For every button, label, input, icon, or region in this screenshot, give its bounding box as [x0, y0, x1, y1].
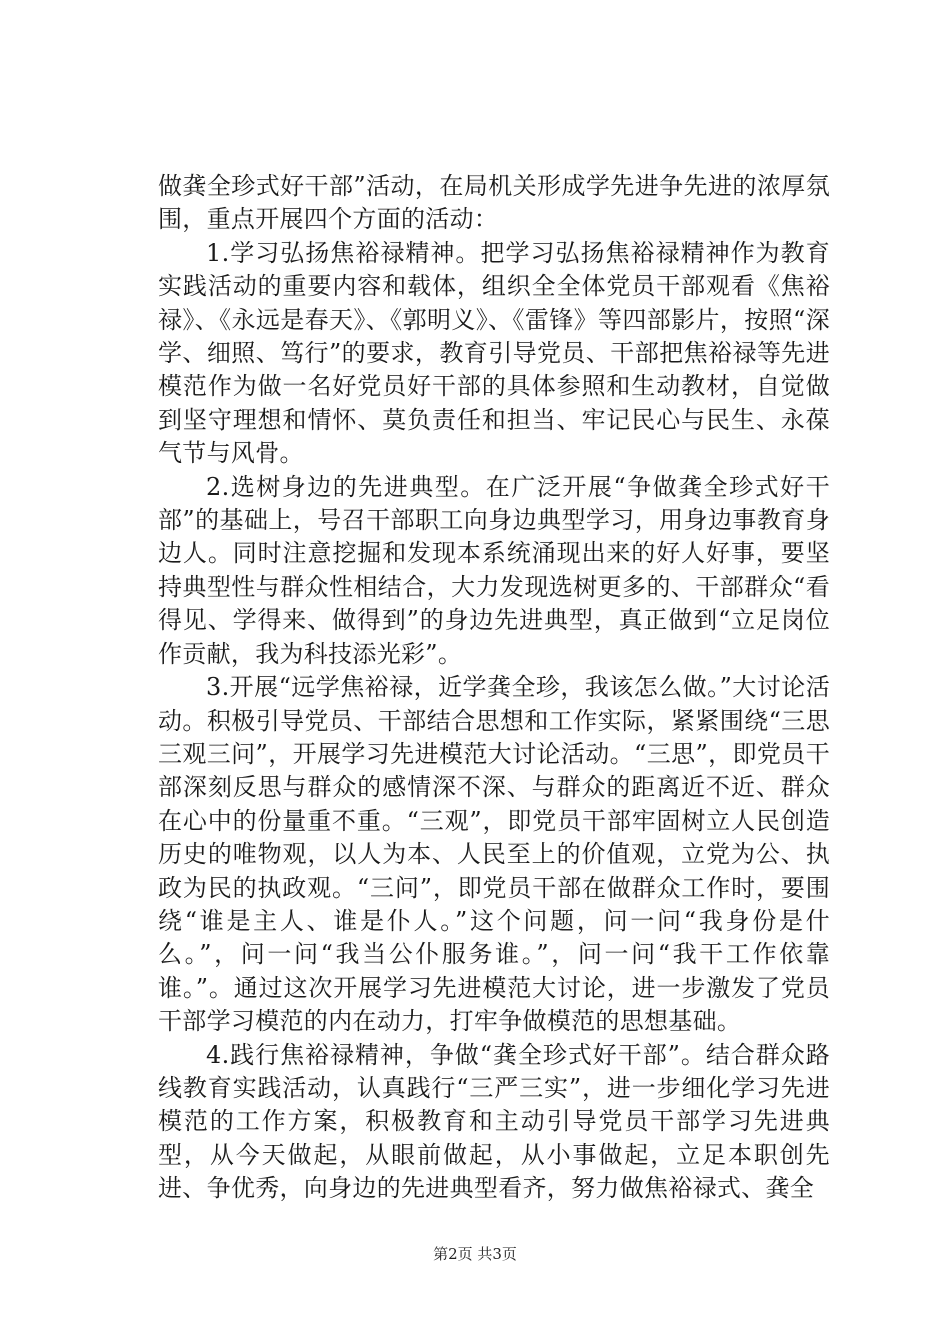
paragraph-item-1: 1.学习弘扬焦裕禄精神。把学习弘扬焦裕禄精神作为教育实践活动的重要内容和载体，组织全全体党员干部观看《焦裕禄》、《永远是春天》、《郭明义》、《雷锋》等四部影片，按照“深学、细照、笃行”的要求，教育引导党员、干部把焦裕禄等先进模范作为做一名好党员好干部的具体参照和生动教材，自觉做到坚守理想和情怀、莫负责任和担当、牢记民心与民生、永葆气节与风骨。 [158, 238, 830, 468]
paragraph-continuation: 做龚全珍式好干部”活动，在局机关形成学先进争先进的浓厚氛围，重点开展四个方面的活动： [158, 172, 830, 234]
paragraph-item-3: 3.开展“远学焦裕禄，近学龚全珍，我该怎么做。”大讨论活动。积极引导党员、干部结合思想和工作实际，紧紧围绕“三思三观三问”，开展学习先进模范大讨论活动。“三思”，即党员干部深刻反思与群众的感情深不深、与群众的距离近不近、群众在心中的份量重不重。“三观”，即党员干部牢固树立人民创造历史的唯物观，以人为本、人民至上的价值观，立党为公、执政为民的执政观。“三问”，即党员干部在做群众工作时，要围绕“谁是主人、谁是仆人。”这个问题，问一问“我身份是什么。”，问一问“我当公仆服务谁。”，问一问“我干工作依靠谁。”。通过这次开展学习先进模范大讨论，进一步激发了党员干部学习模范的内在动力，打牢争做模范的思想基础。 [158, 673, 830, 1036]
document-body [158, 170, 830, 1206]
paragraph-item-2: 2.选树身边的先进典型。在广泛开展“争做龚全珍式好干部”的基础上，号召干部职工向身边典型学习，用身边事教育身边人。同时注意挖掘和发现本系统涌现出来的好人好事，要坚持典型性与群众性相结合，大力发现选树更多的、干部群众“看得见、学得来、做得到”的身边先进典型，真正做到“立足岗位作贡献，我为科技添光彩”。 [158, 472, 830, 668]
page-number-footer: 第2页 共3页 [433, 1245, 517, 1263]
paragraph-item-4: 4.践行焦裕禄精神，争做“龚全珍式好干部”。结合群众路线教育实践活动，认真践行“三严三实”，进一步细化学习先进模范的工作方案，积极教育和主动引导党员干部学习先进典型，从今天做起，从眼前做起，从小事做起，立足本职创先进、争优秀，向身边的先进典型看齐，努力做焦裕禄式、龚全 [158, 1040, 830, 1203]
